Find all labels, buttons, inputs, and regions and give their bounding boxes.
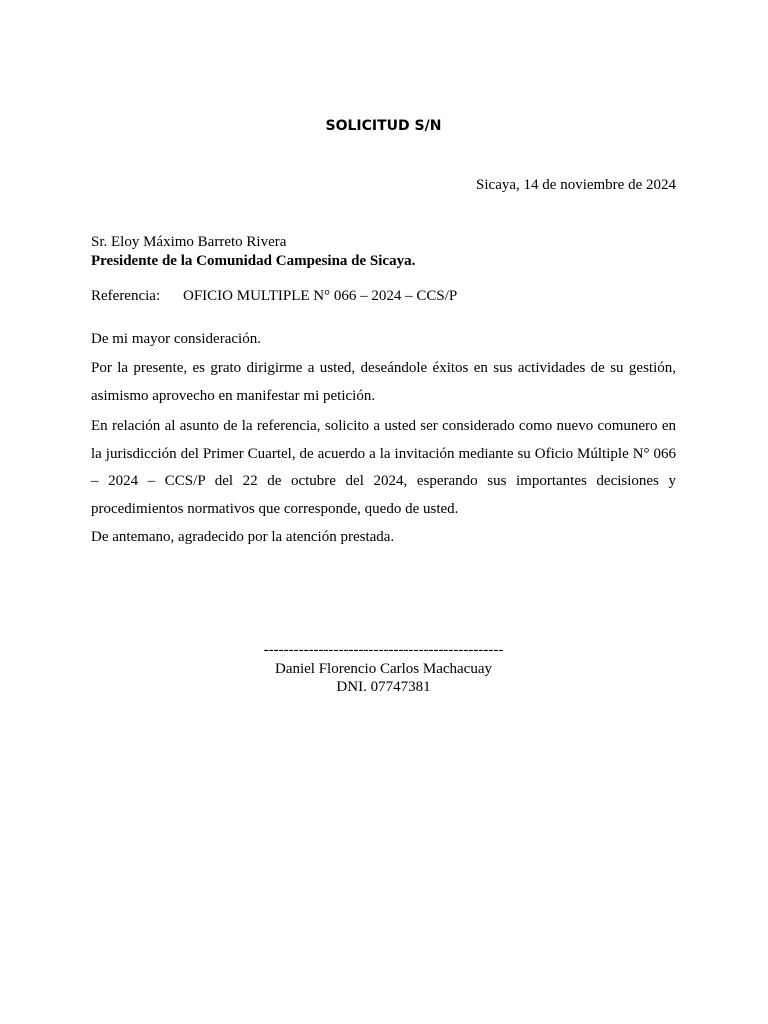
body-paragraph-1: Por la presente, es grato dirigirme a usted, deseándole éxitos en sus actividades de su gestión, asimismo aprovecho en manifestar mi petición. [91,360,676,404]
document-date: Sicaya, 14 de noviembre de 2024 [476,177,676,193]
reference-line [91,288,457,305]
reference-label: Referencia: [91,288,161,304]
greeting: De mi mayor consideración. [91,331,261,347]
signature-line: ------------------------------------------------ [263,642,504,658]
recipient-name: Sr. Eloy Máximo Barreto Rivera [91,234,287,250]
closing-line: De antemano, agradecido por la atención prestada. [91,529,395,545]
document-page [91,0,676,1024]
signature-block [91,641,676,697]
body-paragraph-2: En relación al asunto de la referencia, solicito a usted ser considerado como nuevo comunero en la jurisdicción del Primer Cuartel, de acuerdo a la invitación mediante su Oficio Múltiple N° 066 – 2024 – CCS/P del 22 de octubre del 2024, esperando sus importantes decisiones y procedimientos normativos que corresponde, quedo de usted. [91,418,676,517]
reference-value: OFICIO MULTIPLE N° 066 – 2024 – CCS/P [183,288,458,304]
signer-id: DNI. 07747381 [336,679,431,695]
recipient-block [91,233,415,271]
document-title: SOLICITUD S/N [325,118,442,134]
signer-name: Daniel Florencio Carlos Machacuay [274,660,492,677]
recipient-position: Presidente de la Comunidad Campesina de Sicaya. [91,253,416,269]
